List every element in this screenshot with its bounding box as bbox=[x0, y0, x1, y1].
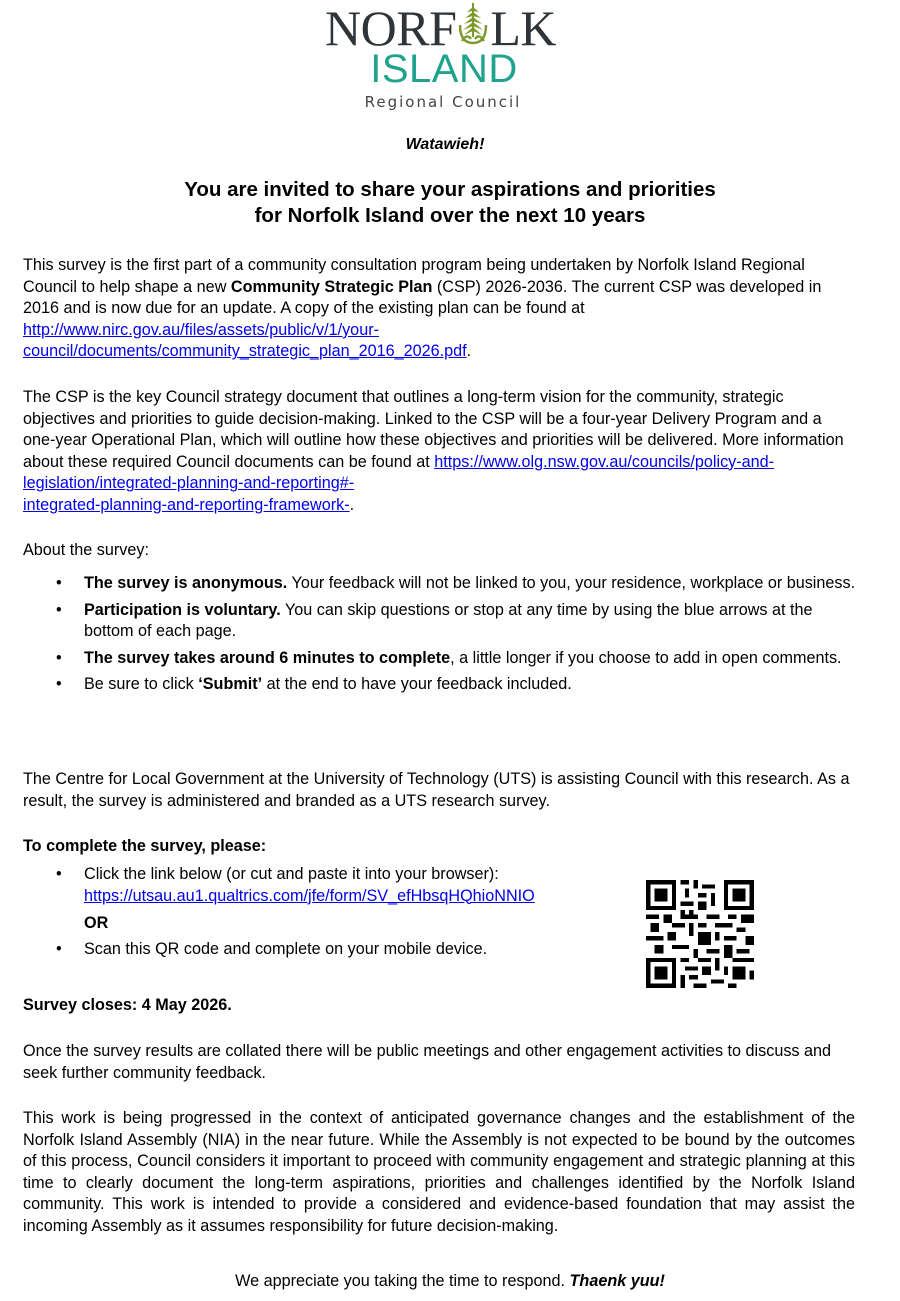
list-item bbox=[23, 648, 863, 670]
item-text: Click the link below (or cut and paste it into your browser): bbox=[84, 865, 499, 883]
norfolk-pine-icon bbox=[456, 3, 490, 47]
item-text: Your feedback will not be linked to you, your residence, workplace or business. bbox=[287, 574, 856, 592]
list-item bbox=[23, 573, 863, 595]
list-item bbox=[23, 600, 863, 643]
csp-paragraph bbox=[23, 387, 858, 517]
logo-lk: LK bbox=[490, 0, 557, 56]
link-part-1[interactable]: http://www.nirc.gov.au/files/assets/public/v/1/your- bbox=[23, 320, 379, 339]
bullet-icon: • bbox=[56, 939, 62, 958]
about-heading: About the survey: bbox=[23, 541, 149, 559]
complete-list bbox=[23, 864, 643, 965]
item-pre: Be sure to click bbox=[84, 675, 199, 694]
uts-paragraph: The Centre for Local Government at the University of Technology (UTS) is assisting Council with this research. As a result, the survey is administered and branded as a UTS research survey. bbox=[23, 770, 850, 810]
title-line-1: You are invited to share your aspirations and priorities bbox=[184, 178, 716, 201]
item-text: Scan this QR code and complete on your mobile device. bbox=[84, 939, 488, 958]
item-text: at the end to have your feedback included. bbox=[262, 675, 572, 694]
intro-paragraph bbox=[23, 255, 858, 363]
item-bold: The survey is anonymous. bbox=[84, 574, 288, 592]
logo-regional-council-text: Regional Council bbox=[364, 93, 522, 111]
qr-code-icon[interactable] bbox=[646, 880, 754, 988]
list-item bbox=[23, 674, 863, 696]
intro-end: . bbox=[466, 342, 472, 361]
closing-message bbox=[0, 1271, 900, 1293]
item-bold: The survey takes around 6 minutes to complete bbox=[84, 648, 451, 667]
intro-bold: Community Strategic Plan bbox=[230, 277, 433, 296]
once-paragraph: Once the survey results are collated there will be public meetings and other engagement activities to discuss and seek further community feedback. bbox=[23, 1042, 832, 1082]
logo-norf: NORF bbox=[325, 0, 457, 56]
item-bold: Participation is voluntary. bbox=[84, 600, 281, 619]
item-bold: ‘Submit’ bbox=[198, 675, 263, 694]
bullet-icon: • bbox=[56, 648, 62, 667]
bullet-icon: • bbox=[56, 600, 62, 619]
list-item bbox=[23, 939, 643, 961]
bullet-icon: • bbox=[56, 865, 62, 883]
item-text: You can skip questions or stop at any time by using the blue arrows at the bottom of each page. bbox=[84, 600, 813, 641]
context-paragraph: This work is being progressed in the context of anticipated governance changes and the establishment of the Norfolk Island Assembly (NIA) in the near future. While the Assembly is not expected to be bound by the outcomes of this process, Council considers it important to proceed with community engagement and strategic planning at this time to clearly document the long-term aspirations, priorities and challenges identified by the Norfolk Island community. This work is intended to provide a considered and evidence-based foundation that may assist the incoming Assembly as it assumes responsibility for future decision-making. bbox=[23, 1109, 855, 1235]
link-part-2[interactable]: integrated-planning-and-reporting-framework- bbox=[23, 495, 350, 514]
closing-thanks: Thaenk yuu! bbox=[569, 1272, 665, 1290]
intro-text-1: This survey is the first part of a community consultation program being undertaken by Norfolk Island Regional Council to help shape a new bbox=[23, 256, 805, 296]
closing-text: We appreciate you taking the time to respond. bbox=[235, 1272, 570, 1290]
survey-link[interactable]: https://utsau.au1.qualtrics.com/jfe/form/SV_efHbsqHQhioNNIO bbox=[84, 886, 535, 905]
title-line-2: for Norfolk Island over the next 10 years bbox=[254, 204, 646, 227]
link-part-1[interactable]: https://www.olg.nsw.gov.au/councils/policy-and-legislation/integrated-planning-and-reporting#- bbox=[23, 452, 775, 493]
greeting: Watawieh! bbox=[405, 136, 485, 153]
bullet-icon: • bbox=[56, 675, 62, 694]
list-item bbox=[23, 864, 643, 935]
intro-text-2: (CSP) 2026-2036. The current CSP was developed in 2016 and is now due for an update. A copy of the existing plan can be found at bbox=[23, 277, 822, 318]
norfolk-island-logo bbox=[325, 2, 555, 114]
bullet-icon: • bbox=[56, 574, 62, 592]
or-label: OR bbox=[84, 914, 109, 933]
logo-island-text: ISLAND bbox=[370, 47, 518, 91]
complete-heading: To complete the survey, please: bbox=[23, 837, 267, 855]
link-part-2[interactable]: council/documents/community_strategic_plan_2016_2026.pdf bbox=[23, 342, 467, 361]
about-list bbox=[23, 573, 863, 701]
survey-closes: Survey closes: 4 May 2026. bbox=[23, 996, 232, 1014]
csp-end: . bbox=[349, 495, 355, 514]
existing-plan-link[interactable] bbox=[23, 321, 467, 361]
csp-text: The CSP is the key Council strategy document that outlines a long-term vision for the community, strategic objectives and priorities to guide decision-making. Linked to the CSP will be a four-year Delivery Program and a one-year Operational Plan, which will outline how these objectives and priorities will be delivered. More information about these required Council documents can be found at bbox=[23, 388, 844, 471]
page-title bbox=[0, 177, 900, 229]
item-text: , a little longer if you choose to add in open comments. bbox=[450, 648, 842, 667]
